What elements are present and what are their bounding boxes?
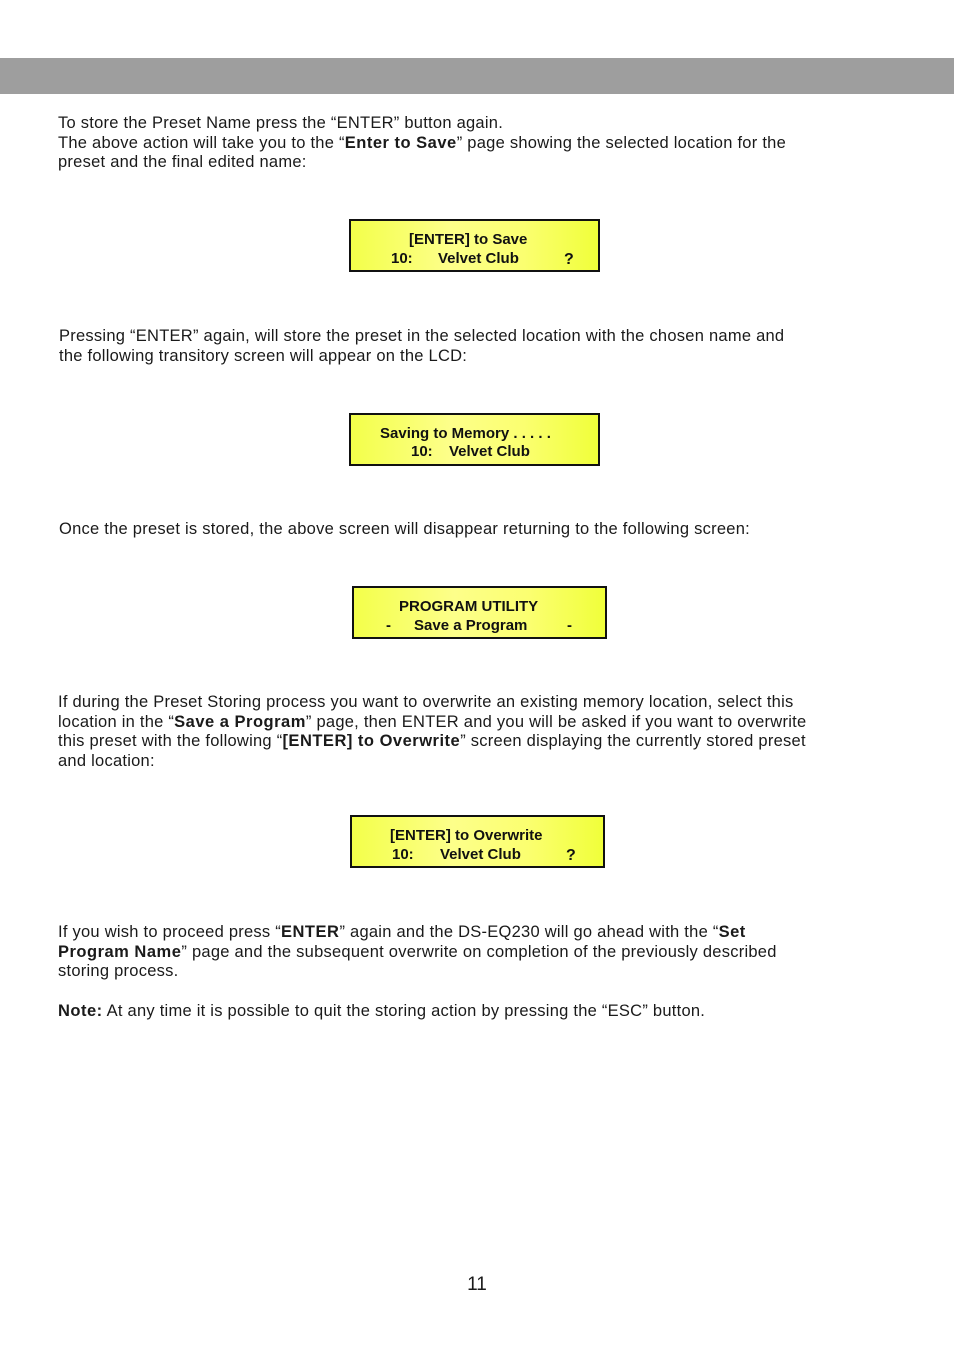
text-line	[58, 1002, 903, 1022]
text-line: storing process.	[58, 962, 179, 981]
lcd-preset-name: Velvet Club	[449, 443, 530, 460]
lcd-line-1: [ENTER] to Save	[409, 231, 528, 248]
text-line: Pressing “ENTER” again, will store the preset in the selected location with the chosen name and	[59, 327, 785, 345]
header-bar	[0, 58, 954, 94]
lcd-menu-item: Save a Program	[414, 617, 528, 634]
paragraph-overwrite	[58, 693, 903, 771]
paragraph-proceed	[58, 923, 903, 982]
text-line: The above action will take you to the “Enter to Save” page showing the selected location for the	[58, 133, 787, 152]
lcd-preset-name: Velvet Club	[440, 846, 521, 863]
paragraph-pressing-enter	[59, 327, 904, 366]
lcd-question-mark: ?	[564, 251, 574, 268]
lcd-preset-number: 10:	[411, 443, 433, 460]
text-line: If during the Preset Storing process you want to overwrite an existing memory location, select this	[58, 693, 794, 711]
text-line: this preset with the following “[ENTER] to Overwrite” screen displaying the currently stored preset	[58, 732, 806, 751]
text-line: Program Name” page and the subsequent overwrite on completion of the previously described	[58, 942, 777, 961]
text-line: and location:	[58, 751, 155, 770]
note-paragraph	[58, 1002, 903, 1022]
paragraph-store-preset	[58, 114, 903, 173]
lcd-preset-number: 10:	[392, 846, 414, 863]
text-line: If you wish to proceed press “ENTER” again and the DS-EQ230 will go ahead with the “Set	[58, 923, 746, 941]
lcd-saving-to-memory	[349, 413, 600, 466]
lcd-dash-right: -	[567, 617, 572, 634]
text-line: location in the “Save a Program” page, then ENTER and you will be asked if you want to overwrite	[58, 712, 807, 731]
note-text: At any time it is possible to quit the storing action by pressing the “ESC” button.	[102, 1002, 706, 1020]
lcd-preset-name: Velvet Club	[438, 250, 519, 267]
text-line: preset and the final edited name:	[58, 153, 307, 172]
lcd-enter-to-save	[349, 219, 600, 272]
text-line: To store the Preset Name press the “ENTER” button again.	[58, 114, 504, 132]
lcd-preset-number: 10:	[391, 250, 413, 267]
page-number: 11	[467, 1274, 487, 1295]
lcd-dash-left: -	[386, 617, 391, 634]
text-line: Once the preset is stored, the above screen will disappear returning to the following screen:	[59, 520, 750, 538]
paragraph-once-stored	[59, 520, 904, 540]
lcd-line-1: PROGRAM UTILITY	[399, 598, 539, 615]
lcd-line-1: [ENTER] to Overwrite	[390, 827, 543, 844]
lcd-line-1: Saving to Memory . . . . .	[380, 425, 551, 442]
lcd-program-utility	[352, 586, 607, 639]
note-label: Note:	[58, 1002, 103, 1020]
lcd-question-mark: ?	[566, 847, 576, 864]
lcd-enter-to-overwrite	[350, 815, 605, 868]
text-line: the following transitory screen will appear on the LCD:	[59, 346, 468, 365]
